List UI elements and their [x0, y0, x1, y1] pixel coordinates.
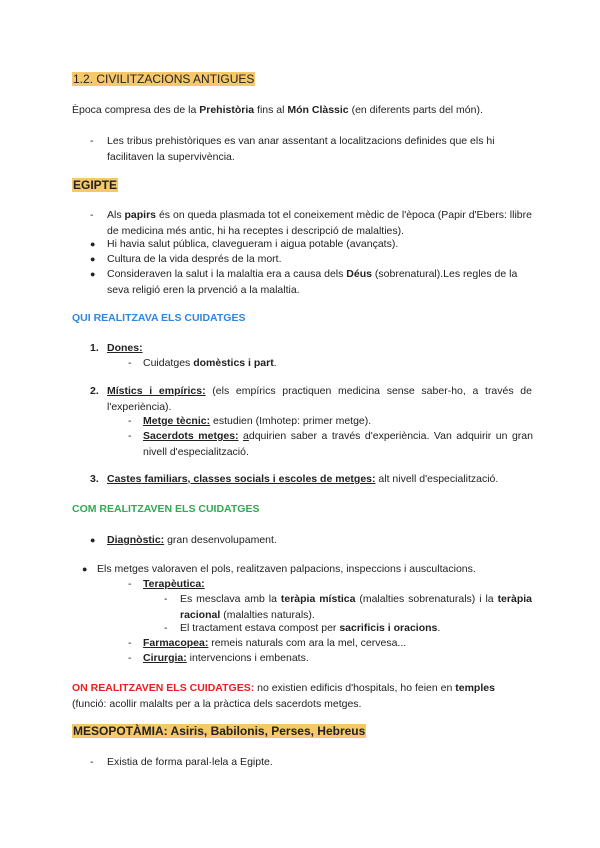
- dash-marker: -: [128, 652, 132, 664]
- dones-sub: Cuidatges domèstics i part.: [143, 357, 277, 369]
- mesopotamia-title: MESOPOTÀMIA: Asiris, Babilonis, Perses, Hebreus: [73, 724, 366, 738]
- dash-marker: -: [128, 578, 132, 590]
- tractament-item: El tractament estava compost per sacrificis i oracions.: [180, 622, 441, 634]
- dash-marker: -: [128, 430, 132, 442]
- cirurgia-item: Cirurgia: intervencions i embenats.: [143, 652, 309, 664]
- bullet-marker: ●: [82, 564, 88, 574]
- cultura-item: Cultura de la vida després de la mort.: [107, 253, 282, 265]
- section-title: 1.2. CIVILITZACIONS ANTIGUES: [73, 72, 255, 86]
- intro-bullet: Les tribus prehistòriques es van anar assentant a localitzacions definides que els hi facilitaven la supervivència.: [107, 135, 495, 163]
- number-marker: 2.: [90, 385, 99, 397]
- qui-title: QUI REALITZAVA ELS CUIDATGES: [72, 312, 246, 324]
- dash-marker: -: [90, 756, 94, 768]
- dash-marker: -: [128, 637, 132, 649]
- dash-marker: -: [164, 622, 168, 634]
- diagnostic-item: Diagnòstic: gran desenvolupament.: [107, 534, 277, 546]
- bullet-marker: ●: [90, 269, 96, 279]
- dash-marker: -: [90, 209, 94, 221]
- bullet-marker: ●: [90, 239, 96, 249]
- dash-marker: -: [128, 357, 132, 369]
- terapeutica-heading: Terapèutica:: [143, 578, 205, 590]
- farmacopea-item: Farmacopea: remeis naturals com ara la mel, cervesa...: [143, 637, 407, 649]
- number-marker: 1.: [90, 342, 99, 354]
- mesopotamia-bullet: Existia de forma paral·lela a Egipte.: [107, 756, 273, 768]
- metge-tecnic-item: Metge tècnic: estudien (Imhotep: primer metge).: [143, 415, 372, 427]
- bullet-marker: ●: [90, 535, 96, 545]
- intro-paragraph: Època compresa des de la Prehistòria fins al Món Clàssic (en diferents parts del món).: [72, 104, 483, 116]
- deus-item: Consideraven la salut i la malaltia era a causa dels Déus (sobrenatural).Les regles de la seva religió eren la prvenció a la malaltia.: [107, 268, 518, 296]
- papirs-item: Als papirs és on queda plasmada tot el coneixement mèdic de l'època (Papir d'Ebers: llibre de medicina més antic, hi ha receptes i descripció de malalties).: [107, 209, 532, 237]
- dash-marker: -: [90, 135, 94, 147]
- egipte-title: EGIPTE: [73, 178, 118, 192]
- number-marker: 3.: [90, 473, 99, 485]
- bullet-marker: ●: [90, 254, 96, 264]
- dash-marker: -: [128, 415, 132, 427]
- com-title: COM REALITZAVEN ELS CUIDATGES: [72, 503, 260, 515]
- dash-marker: -: [164, 593, 168, 605]
- mesclava-item: Es mesclava amb la teràpia mística (malalties sobrenaturals) i la teràpia racional (malalties naturals).: [180, 593, 532, 621]
- mistics-item: Místics i empírics: (els empírics practiquen medicina sense saber-ho, a través de l'experiència).: [107, 385, 532, 413]
- sacerdots-item: Sacerdots metges: adquirien saber a través d'experiència. Van adquirir un gran nivell d'especialització.: [143, 430, 533, 458]
- dones-heading: Dones:: [107, 342, 143, 354]
- salut-item: Hi havia salut pública, clavegueram i aigua potable (avançats).: [107, 238, 399, 250]
- castes-item: Castes familiars, classes socials i escoles de metges: alt nivell d'especialització.: [107, 473, 499, 485]
- metges-item: Els metges valoraven el pols, realitzaven palpacions, inspeccions i auscultacions.: [97, 563, 476, 575]
- on-paragraph: ON REALITZAVEN ELS CUIDATGES: no existien edificis d'hospitals, ho feien en temples (funció: acollir malalts per a la pràctica dels sacerdots metges.: [72, 682, 495, 710]
